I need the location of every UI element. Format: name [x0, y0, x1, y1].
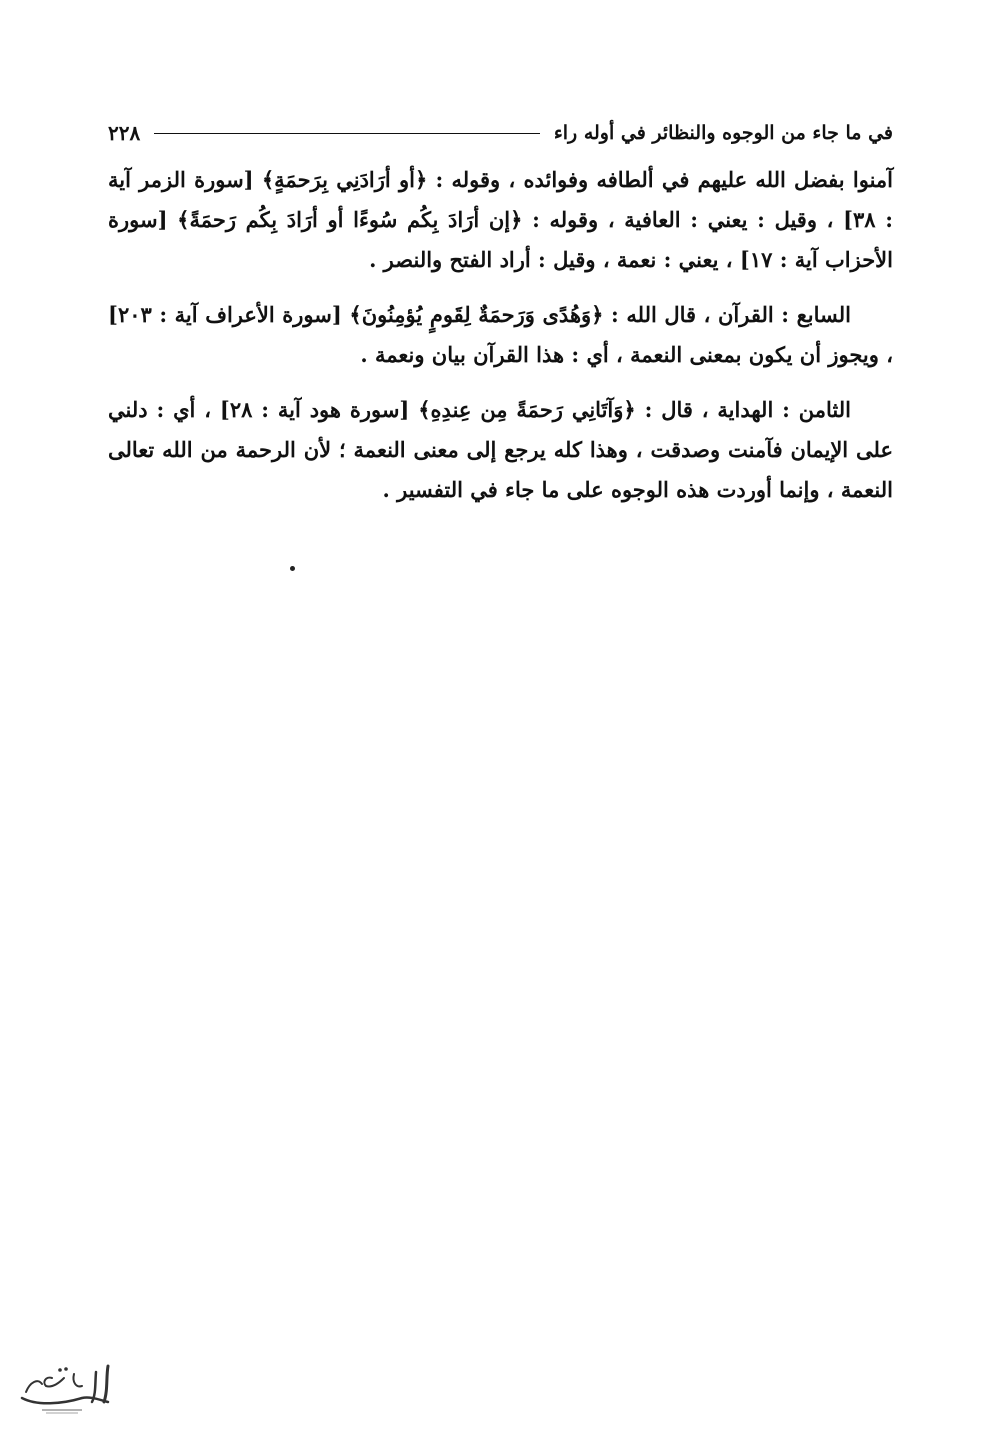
paragraph-seventh-meaning: السابع : القرآن ، قال الله : ﴿وَهُدًى وَرَحمَةٌ لِقَومٍ يُؤمِنُونَ﴾ [سورة الأعراف آية : ٢٠٣] ، ويجوز أن يكون بمعنى النعمة ، أي : هذا القرآن بيان ونعمة . [108, 302, 893, 367]
running-header [108, 118, 893, 148]
paragraph-continuation: آمنوا بفضل الله عليهم في ألطافه وفوائده ، وقوله : ﴿أو أرَادَنِي بِرَحمَةٍ﴾ [سورة الزمر آية : ٣٨] ، وقيل : يعني : العافية ، وقوله : ﴿إن أرَادَ بِكُم سُوءًا أو أرَادَ بِكُم رَحمَةً﴾ [سورة الأحزاب آية : ١٧] ، يعني : نعمة ، وقيل : أراد الفتح والنصر . [108, 167, 893, 272]
page-number: ٢٢٨ [108, 121, 141, 145]
header-rule [154, 133, 540, 134]
calligraphy-logo-icon [12, 1360, 118, 1418]
scan-speck [290, 566, 295, 571]
body-text [108, 160, 893, 525]
running-title: في ما جاء من الوجوه والنظائر في أوله راء [553, 122, 893, 144]
paragraph-eighth-meaning: الثامن : الهداية ، قال : ﴿وَآتَانِي رَحمَةً مِن عِندِهِ﴾ [سورة هود آية : ٢٨] ، أي : دلني على الإيمان فآمنت وصدقت ، وهذا كله يرجع إلى معنى النعمة ؛ لأن الرحمة من الله تعالى النعمة ، وإنما أوردت هذه الوجوه على ما جاء في التفسير . [108, 397, 893, 502]
